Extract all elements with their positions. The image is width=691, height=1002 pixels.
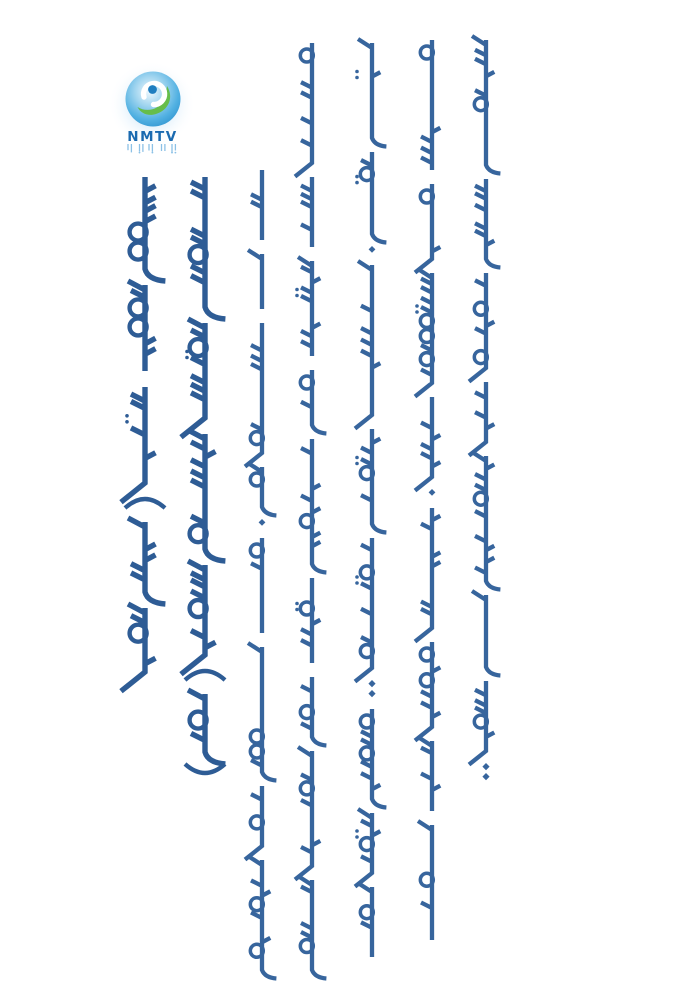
diacritic-dots (295, 602, 299, 606)
mongolian-word (248, 856, 276, 979)
body-text-column (415, 40, 440, 940)
mongolian-word (248, 643, 276, 781)
logo-wordmark: NMTV (127, 129, 178, 145)
punctuation-dot (259, 519, 266, 526)
mongolian-word (295, 747, 320, 880)
mongolian-word (415, 397, 440, 491)
body-text-column (469, 36, 500, 780)
punctuation-dot (368, 690, 375, 697)
mongolian-word (418, 737, 440, 811)
diacritic-dots (355, 575, 359, 579)
mongolian-word (355, 809, 380, 887)
punctuation-dot (429, 489, 436, 496)
mongolian-word (355, 538, 372, 682)
body-text-column (355, 39, 386, 957)
mongolian-word (301, 439, 326, 573)
mongolian-word (301, 578, 320, 663)
mongolian-word (415, 508, 440, 642)
punctuation-dot (482, 763, 489, 770)
mongolian-word (181, 319, 205, 437)
mongolian-word (128, 281, 156, 371)
mongolian-word (475, 179, 500, 268)
mongolian-word (251, 170, 262, 240)
nmtv-logo (108, 61, 196, 154)
body-text-column (295, 43, 326, 979)
mongolian-word (361, 152, 386, 243)
logo-sphere (126, 72, 181, 127)
mongolian-word (415, 642, 440, 741)
diacritic-dots (355, 175, 359, 179)
mongolian-word (128, 518, 165, 604)
diacritic-dots (355, 70, 359, 74)
mongolian-word (298, 257, 320, 356)
diacritic-dots (125, 414, 129, 418)
mongolian-word (121, 387, 156, 502)
title-columns (121, 177, 225, 773)
open-paren (125, 499, 165, 508)
diacritic-dots (415, 304, 419, 308)
diacritic-dots (355, 456, 359, 460)
mongolian-word (245, 786, 262, 860)
title-column (121, 177, 165, 691)
body-text-column (245, 170, 276, 979)
mongolian-word (248, 463, 276, 516)
open-paren (185, 671, 225, 680)
mongolian-word (469, 382, 494, 456)
mongolian-word (248, 250, 262, 309)
mongolian-word (415, 269, 432, 397)
mongolian-word (251, 538, 262, 633)
mongolian-word (355, 261, 380, 429)
body-columns (245, 36, 500, 979)
mongolian-word (469, 273, 494, 382)
mongolian-word (298, 876, 326, 979)
diacritic-dots (355, 829, 359, 833)
diacritic-dots (185, 350, 189, 354)
punctuation-dot (368, 680, 375, 687)
punctuation-dot (369, 246, 376, 253)
logo-mini-script (128, 144, 176, 154)
mongolian-word (472, 452, 500, 590)
mongolian-word (358, 39, 386, 147)
punctuation-dot (482, 773, 489, 780)
logo-swirl-dot-icon (148, 85, 157, 94)
title-column (181, 177, 225, 773)
diacritic-dots (295, 288, 299, 292)
mongolian-word (301, 177, 312, 247)
mongolian-word (472, 591, 500, 676)
mongolian-word (121, 604, 156, 691)
